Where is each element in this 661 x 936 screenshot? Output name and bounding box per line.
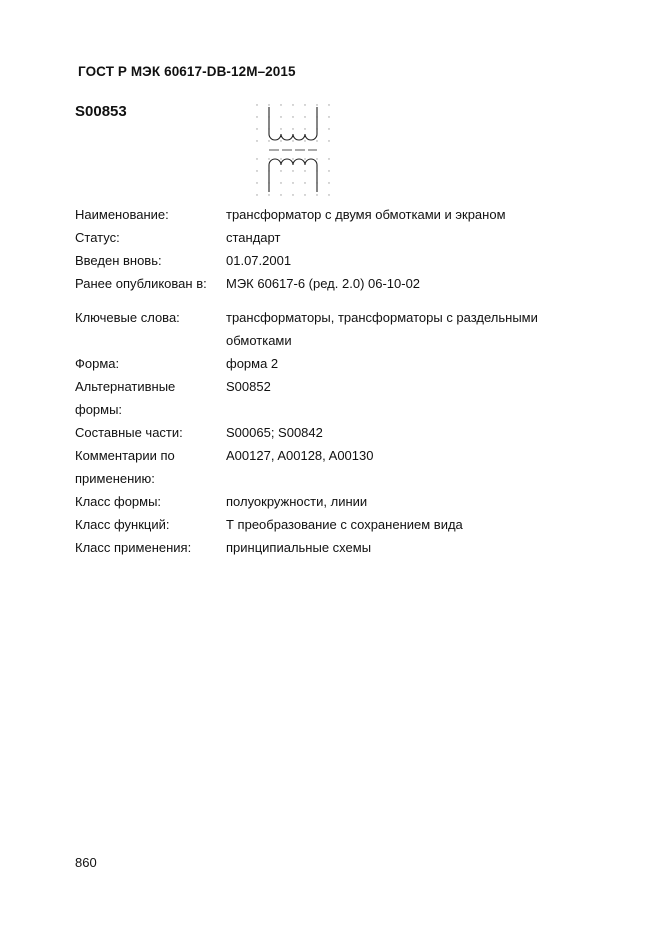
field-value: форма 2 [226, 356, 279, 371]
field-label-line: применению: [75, 471, 155, 486]
field-value: стандарт [226, 230, 281, 245]
symbol-id: S00853 [75, 103, 127, 120]
field-label-line: Альтернативные [75, 379, 176, 394]
field-keywords [75, 306, 595, 352]
field-value: S00852 [226, 379, 271, 394]
field-application-class [75, 536, 595, 559]
page-number: 860 [75, 855, 97, 870]
field-label: Класс применения: [75, 540, 192, 555]
field-value: A00127, A00128, A00130 [226, 448, 374, 463]
field-status [75, 226, 595, 249]
field-value: МЭК 60617-6 (ред. 2.0) 06-10-02 [226, 276, 421, 291]
field-form [75, 352, 595, 375]
field-label-line: формы: [75, 402, 123, 417]
field-value: S00065; S00842 [226, 425, 323, 440]
grid-dots [256, 104, 329, 195]
field-label: Ключевые слова: [75, 310, 180, 325]
field-label [75, 375, 226, 421]
standard-header: ГОСТ Р МЭК 60617-DB-12М–2015 [78, 64, 296, 79]
field-label: Наименование: [75, 207, 169, 222]
field-value-line: обмотками [226, 333, 292, 348]
field-value-line: трансформаторы, трансформаторы с раздельными [226, 310, 538, 325]
field-application-notes [75, 444, 595, 490]
field-shape-class [75, 490, 595, 513]
field-label: Введен вновь: [75, 253, 162, 268]
field-value: Т преобразование с сохранением вида [226, 517, 463, 532]
field-label: Форма: [75, 356, 120, 371]
field-alternative-forms [75, 375, 595, 421]
transformer-two-windings-with-screen-icon [250, 98, 340, 202]
field-introduced [75, 249, 595, 272]
field-value: полуокружности, линии [226, 494, 368, 509]
field-value: 01.07.2001 [226, 253, 292, 268]
field-function-class [75, 513, 595, 536]
field-label: Ранее опубликован в: [75, 276, 207, 291]
field-components [75, 421, 595, 444]
field-label [75, 444, 226, 490]
field-label: Составные части: [75, 425, 183, 440]
symbol-attributes [75, 203, 595, 559]
field-value: трансформатор с двумя обмотками и экраном [226, 207, 506, 222]
field-previously-published [75, 272, 595, 295]
field-name [75, 203, 595, 226]
field-value: принципиальные схемы [226, 540, 372, 555]
field-label: Класс формы: [75, 494, 162, 509]
field-label-line: Комментарии по [75, 448, 175, 463]
field-label: Класс функций: [75, 517, 170, 532]
field-label: Статус: [75, 230, 120, 245]
field-value [226, 306, 595, 352]
